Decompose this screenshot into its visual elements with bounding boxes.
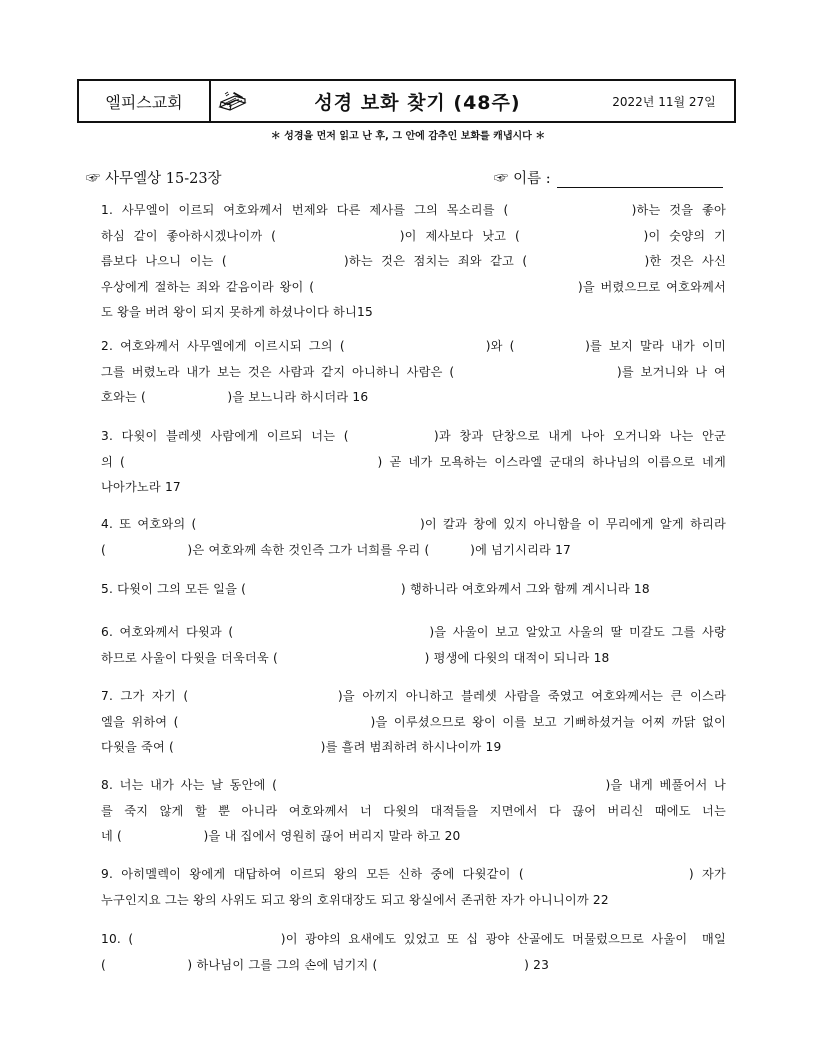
question-line: 우상에게 절하는 죄와 같음이라 왕이 ( )을 버렸으므로 여호와께서 bbox=[101, 279, 726, 294]
chapter-label: ☞ 사무엘상 15-23장 bbox=[86, 171, 222, 187]
question-line: ( )은 여호와께 속한 것인즉 그가 너희를 우리 ( )에 넘기시리라 17 bbox=[101, 542, 571, 557]
question-line: 를 죽지 않게 할 뿐 아니라 여호와께서 너 다윗의 대적들을 지면에서 다 끊어 버리신 때에도 너는 bbox=[101, 803, 726, 818]
question-line: 엘을 위하여 ( )을 이루셨으므로 왕이 이를 보고 기뻐하셨거늘 어찌 까닭 없이 bbox=[101, 714, 726, 729]
question-line: 그를 버렸노라 내가 보는 것은 사람과 같지 아니하니 사람은 ( )를 보거니와 나 여 bbox=[101, 364, 726, 379]
question-line: ( ) 하나님이 그를 그의 손에 넘기지 ( ) 23 bbox=[101, 957, 550, 972]
church-name: 엘피스교회 bbox=[79, 81, 211, 121]
question-line: 7. 그가 자기 ( )을 아끼지 아니하고 블레셋 사람을 죽였고 여호와께서는 큰 이스라 bbox=[101, 689, 726, 703]
question-line: 나아가노라 17 bbox=[101, 480, 181, 494]
question-9 bbox=[101, 862, 726, 913]
question-line: 다윗을 죽여 ( )를 흘려 범죄하려 하시나이까 19 bbox=[101, 740, 502, 754]
date-label: 2022년 11월 27일 bbox=[612, 94, 716, 109]
question-10 bbox=[101, 927, 726, 978]
question-line: 3. 다윗이 블레셋 사람에게 이르되 너는 ( )과 창과 단창으로 내게 나아 오거니와 나는 안군 bbox=[101, 429, 726, 443]
header-box bbox=[77, 79, 736, 123]
question-line: 하심 같이 좋아하시겠나이까 ( )이 제사보다 낫고 ( )이 숫양의 기 bbox=[101, 228, 726, 243]
question-3 bbox=[101, 424, 726, 501]
question-line: 호와는 ( )을 보느니라 하시더라 16 bbox=[101, 390, 369, 404]
question-line: 10. ( )이 광야의 요새에도 있었고 또 십 광야 산골에도 머물렀으므로 사울이 매일 bbox=[101, 932, 726, 946]
question-2 bbox=[101, 334, 726, 411]
question-line: 1. 사무엘이 이르되 여호와께서 번제와 다른 제사를 그의 목소리를 ( )하는 것을 좋아 bbox=[101, 203, 726, 217]
question-line: 의 ( ) 곧 네가 모욕하는 이스라엘 군대의 하나님의 이름으로 네게 bbox=[101, 454, 726, 469]
question-line: 2. 여호와께서 사무엘에게 이르시되 그의 ( )와 ( )를 보지 말라 내가 이미 bbox=[101, 339, 726, 353]
question-line: 하므로 사울이 다윗을 더욱더욱 ( ) 평생에 다윗의 대적이 되니라 18 bbox=[101, 650, 610, 665]
book-pen-icon bbox=[211, 81, 251, 121]
question-line: 도 왕을 버려 왕이 되지 못하게 하셨나이다 하니15 bbox=[101, 305, 373, 319]
question-line: 네 ( )을 내 집에서 영원히 끊어 버리지 말라 하고 20 bbox=[101, 829, 461, 843]
question-6 bbox=[101, 620, 726, 671]
book-pen-icon-graphic bbox=[217, 89, 249, 113]
question-line: 8. 너는 내가 사는 날 동안에 ( )을 내게 베풀어서 나 bbox=[101, 778, 726, 792]
question-line: 4. 또 여호와의 ( )이 칼과 창에 있지 아니함을 이 무리에게 알게 하리라 bbox=[101, 517, 726, 531]
name-input-line[interactable] bbox=[557, 170, 723, 188]
question-line: 누구인지요 그는 왕의 사위도 되고 왕의 호위대장도 되고 왕실에서 존귀한 자가 아니니이까 22 bbox=[101, 892, 609, 907]
name-label: ☞ 이름 : bbox=[494, 171, 551, 187]
question-4 bbox=[101, 512, 726, 563]
question-8 bbox=[101, 773, 726, 850]
page-title: 성경 보화 찾기 (48주) bbox=[314, 91, 521, 114]
question-line: 5. 다윗이 그의 모든 일을 ( ) 행하니라 여호와께서 그와 함께 계시니라 18 bbox=[101, 582, 650, 596]
question-line: 9. 아히멜렉이 왕에게 대답하여 이르되 왕의 모든 신하 중에 다윗같이 ( ) 자가 bbox=[101, 867, 726, 881]
name-field bbox=[494, 167, 723, 188]
instruction-text: ＊ 성경을 먼저 읽고 난 후, 그 안에 감추인 보화를 캐냅시다 ＊ bbox=[270, 131, 546, 142]
question-1 bbox=[101, 198, 726, 326]
question-7 bbox=[101, 684, 726, 761]
question-line: 6. 여호와께서 다윗과 ( )을 사울이 보고 알았고 사울의 딸 미갈도 그를 사랑 bbox=[101, 625, 726, 639]
question-line: 름보다 나으니 이는 ( )하는 것은 점치는 죄와 같고 ( )한 것은 사신 bbox=[101, 254, 726, 268]
question-5 bbox=[101, 577, 726, 603]
